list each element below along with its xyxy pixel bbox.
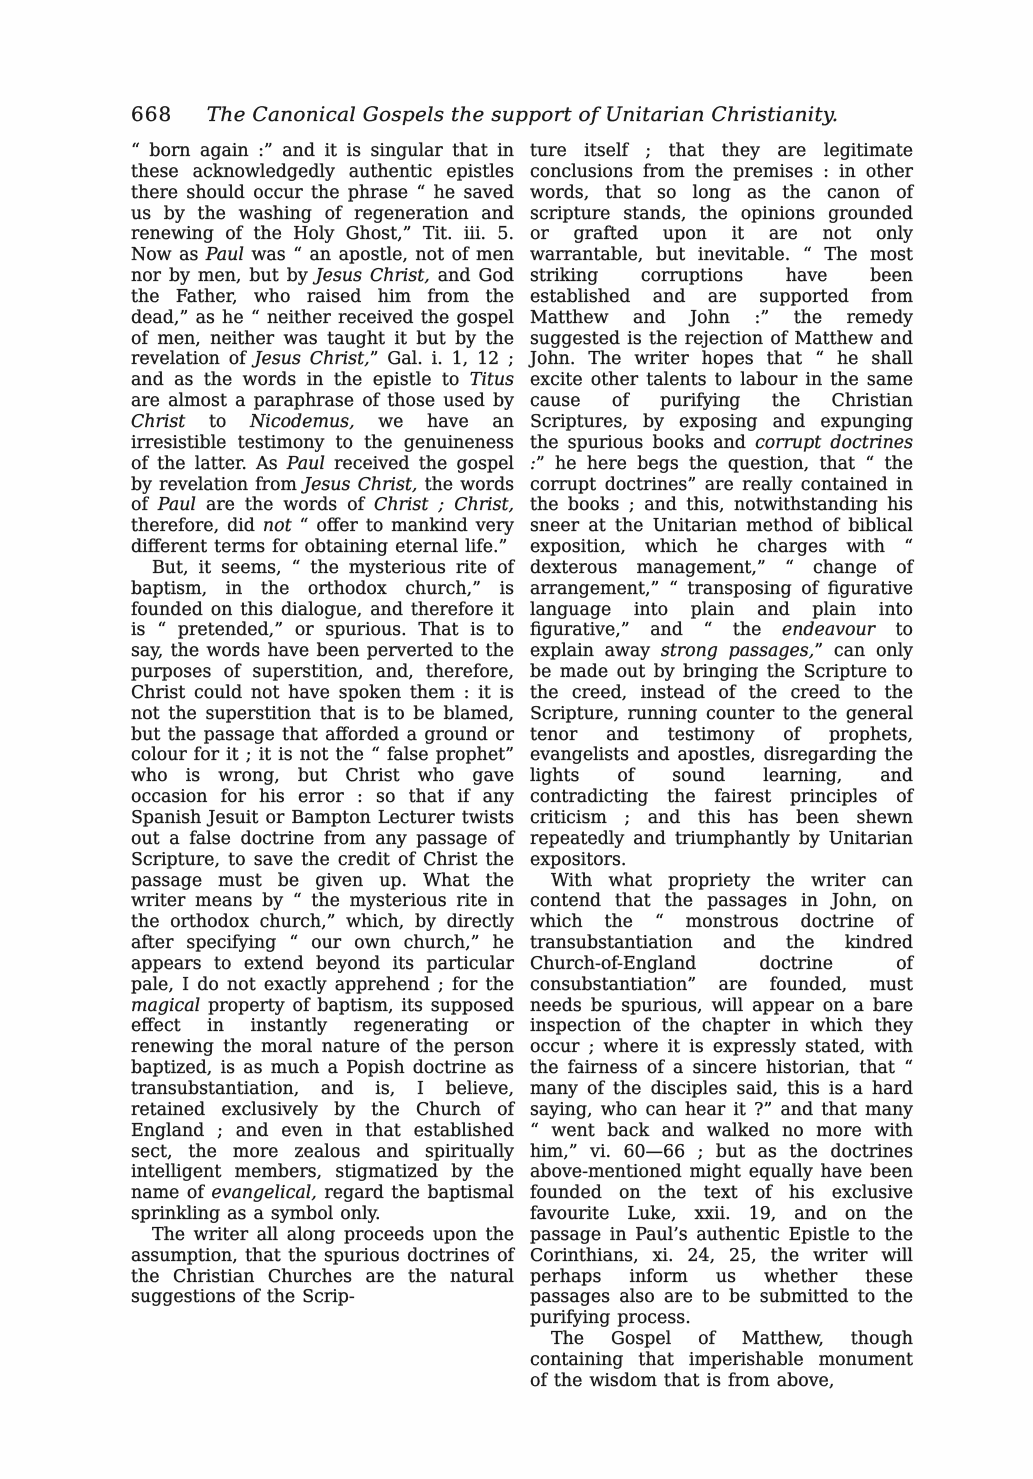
italic-run: endeavour — [781, 620, 875, 641]
italic-run: corrupt doctrines : — [530, 432, 913, 474]
italic-run: Christ ; — [374, 495, 445, 516]
italic-run: not — [262, 516, 292, 537]
italic-run: evangelical, — [211, 1183, 317, 1204]
italic-run: Paul — [286, 453, 325, 474]
running-title: The Canonical Gospels the support of Unitarian Christianity. — [206, 102, 839, 126]
italic-run: magical — [131, 995, 201, 1016]
page-number: 668 — [131, 102, 173, 126]
italic-run: Titus — [469, 370, 514, 391]
italic-run: strong passages, — [660, 641, 815, 662]
right-column — [530, 141, 913, 1392]
italic-run: Nicodemus, — [250, 411, 355, 432]
italic-run: Christ, — [454, 495, 515, 516]
paragraph: ture itself ; that they are legitimate conclusions from the premises : in other words, that so long as the canon of scripture stands, the opinions grounded or grafted upon it are not only warrantable, but inevitable. “ The most striking corruptions have been established and are supported from Matthew and John :” the remedy suggested is the rejection of Matthew and John. The writer hopes that “ he shall excite other talents to labour in the same cause of purifying the Christian Scriptures, by exposing and expunging the spurious books and corrupt doctrines :” he here begs the question, that “ the corrupt doctrines” are really contained in the books ; and this, notwithstanding his sneer at the Unitarian method of biblical exposition, which he charges with “ dexterous management,” “ change of arrangement,” “ transposing of figurative language into plain and plain into figurative,” and “ the endeavour to explain away strong passages,” can only be made out by bringing the Scripture to the creed, instead of the creed to the Scripture, running counter to the general tenor and testimony of prophets, evangelists and apostles, disregarding the lights of sound learning, and contradicting the fairest principles of criticism ; and this has been shewn repeatedly and triumphantly by Unitarian expositors. — [530, 141, 913, 870]
paragraph: The Gospel of Matthew, though containing that imperishable monument of the wisdom that is from above, — [530, 1329, 913, 1391]
page-header — [131, 102, 913, 126]
italic-run: Jesus Christ, — [304, 474, 418, 495]
paragraph: The writer all along proceeds upon the assumption, that the spurious doctrines of the Christian Churches are the natural suggestions of the Scrip- — [131, 1224, 514, 1308]
italic-run: Jesus Christ, — [254, 349, 370, 370]
left-column — [131, 141, 514, 1392]
italic-run: Jesus Christ, — [315, 266, 430, 287]
italic-run: Paul — [157, 495, 196, 516]
paragraph: With what propriety the writer can contend that the passages in John, on which the “ monstrous doctrine of transubstantiation and the kindred Church-of-England doctrine of consubstantiation” are founded, must needs be spurious, will appear on a bare inspection of the chapter in which they occur ; where it is expressly stated, with the fairness of a sincere historian, that “ many of the disciples said, this is a hard saying, who can hear it ?” and that many “ went back and walked no more with him,” vi. 60—66 ; but as the doctrines above-mentioned might equally have been founded on the text of his exclusive favourite Luke, xxii. 19, and on the passage in Paul’s authentic Epistle to the Corinthians, xi. 24, 25, the writer will perhaps inform us whether these passages also are to be submitted to the purifying process. — [530, 870, 913, 1329]
italic-run: Paul — [205, 245, 244, 266]
italic-run: Christ — [131, 411, 186, 432]
text-columns — [131, 141, 913, 1392]
paragraph: “ born again :” and it is singular that in these acknowledgedly authentic epistles there should occur the phrase “ he saved us by the washing of regeneration and renewing of the Holy Ghost,” Tit. iii. 5. Now as Paul was “ an apostle, not of men nor by men, but by Jesus Christ, and God the Father, who raised him from the dead,” as he “ neither received the gospel of men, neither was taught it but by the revelation of Jesus Christ,” Gal. i. 1, 12 ; and as the words in the epistle to Titus are almost a paraphrase of those used by Christ to Nicodemus, we have an irresistible testimony to the genuineness of the latter. As Paul received the gospel by revelation from Jesus Christ, the words of Paul are the words of Christ ; Christ, therefore, did not “ offer to mankind very different terms for obtaining eternal life.” — [131, 141, 515, 558]
paragraph: But, it seems, “ the mysterious rite of baptism, in the orthodox church,” is founded on this dialogue, and therefore it is “ pretended,” or spurious. That is to say, the words have been perverted to the purposes of superstition, and, therefore, Christ could not have spoken them : it is not the superstition that is to be blamed, but the passage that afforded a ground or colour for it ; it is not the “ false prophet” who is wrong, but Christ who gave occasion for his error : so that if any Spanish Jesuit or Bampton Lecturer twists out a false doctrine from any passage of Scripture, to save the credit of Christ the passage must be given up. What the writer means by “ the mysterious rite in the orthodox church,” which, by directly after specifying “ our own church,” he appears to extend beyond its particular pale, I do not exactly apprehend ; for the magical property of baptism, its supposed effect in instantly regenerating or renewing the moral nature of the person baptized, is as much a Popish doctrine as transubstantiation, and is, I believe, retained exclusively by the Church of England ; and even in that established sect, the more zealous and spiritually intelligent members, stigmatized by the name of evangelical, regard the baptismal sprinkling as a symbol only. — [131, 557, 514, 1225]
